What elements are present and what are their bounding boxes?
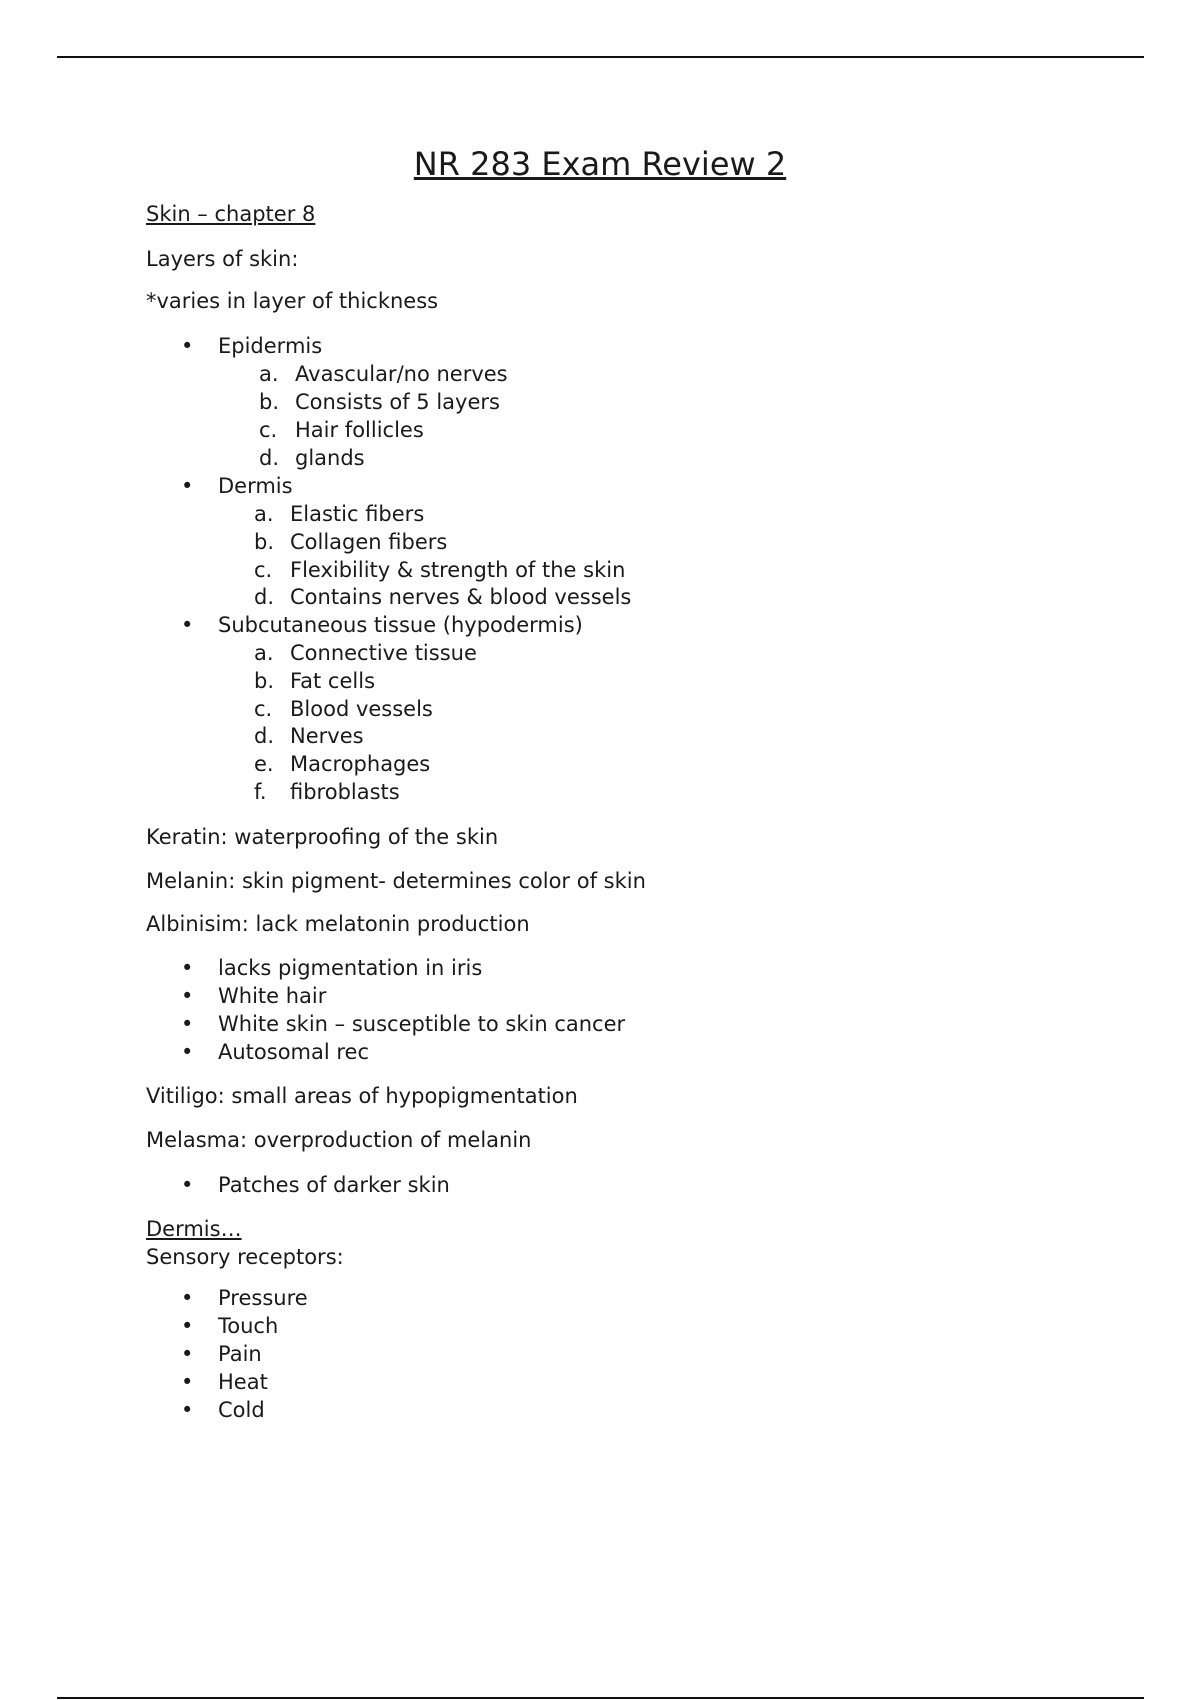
vitiligo-line: Vitiligo: small areas of hypopigmentation (146, 1084, 578, 1108)
sensory-heading: Sensory receptors: (146, 1245, 344, 1269)
melasma-line: Melasma: overproduction of melanin (146, 1128, 532, 1152)
layers-note: *varies in layer of thickness (146, 289, 439, 313)
melanin-line: Melanin: skin pigment- determines color of skin (146, 869, 646, 893)
layers-heading: Layers of skin: (146, 247, 299, 271)
page-title: NR 283 Exam Review 2 (413, 145, 787, 183)
section-heading: Skin – chapter 8 (146, 202, 316, 226)
top-rule (57, 56, 1144, 58)
bottom-rule (57, 1697, 1144, 1699)
albinism-line: Albinisim: lack melatonin production (146, 912, 530, 936)
dermis-heading: Dermis… (146, 1217, 242, 1241)
keratin-line: Keratin: waterproofing of the skin (146, 825, 499, 849)
